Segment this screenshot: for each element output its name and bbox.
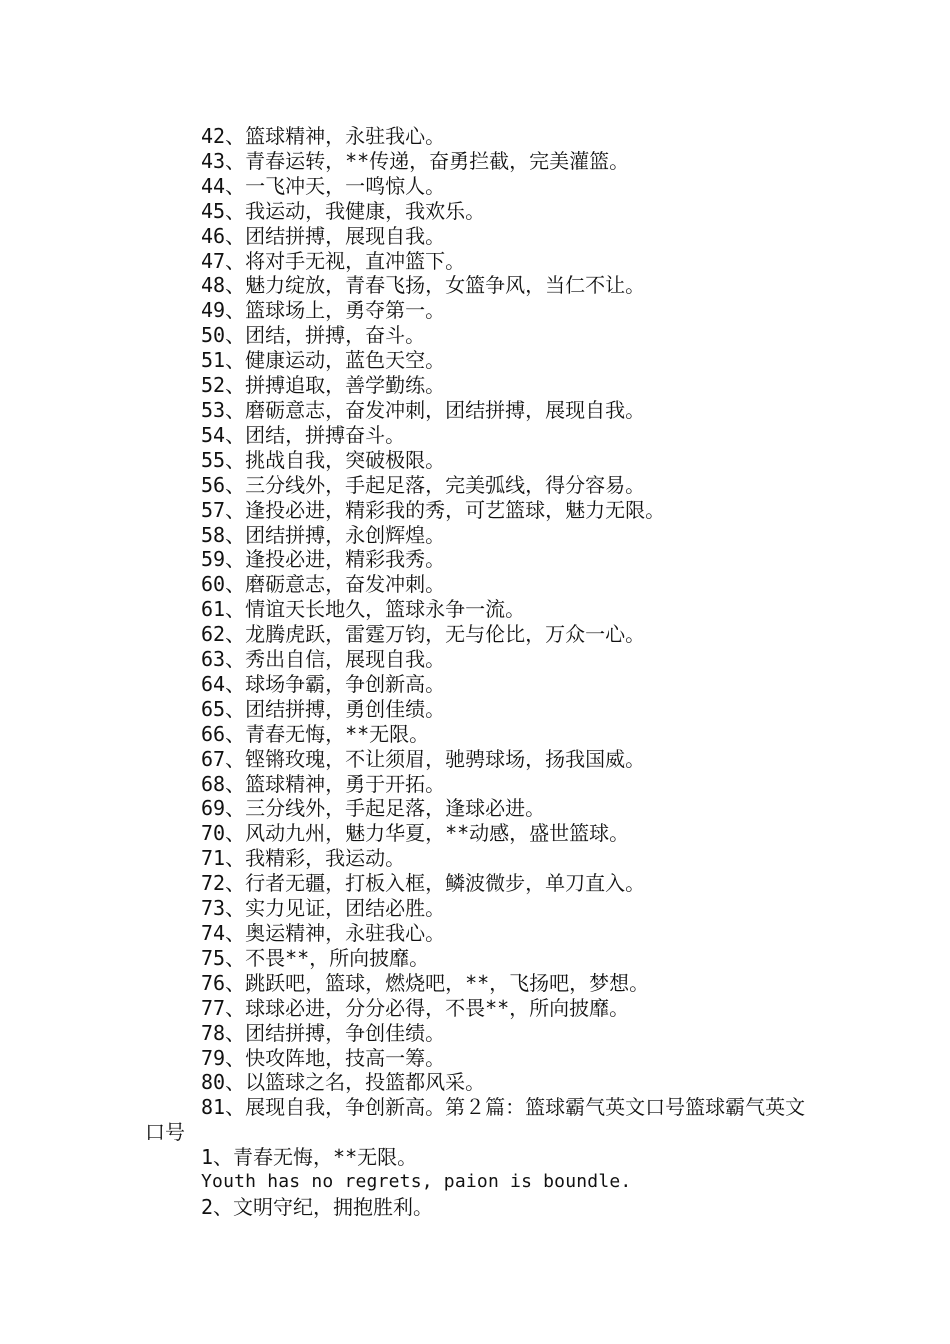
slogan-line: 69、三分线外，手起足落，逢球必进。 (201, 796, 546, 821)
slogan-line: 58、团结拼搏，永创辉煌。 (201, 522, 446, 547)
slogan-line: 43、青春运转，**传递，奋勇拦截，完美灌篮。 (201, 148, 630, 173)
slogan-line: 76、跳跃吧，篮球，燃烧吧，**，飞扬吧，梦想。 (201, 970, 650, 995)
slogan-line: 49、篮球场上，勇夺第一。 (201, 298, 446, 323)
english-item-1-en: Youth has no regrets, paion is boundle. (201, 1171, 632, 1193)
slogan-line: 62、龙腾虎跃，雷霆万钧，无与伦比，万众一心。 (201, 622, 646, 647)
slogan-line: 56、三分线外，手起足落，完美弧线，得分容易。 (201, 472, 646, 497)
slogan-line: 53、磨砺意志，奋发冲刺，团结拼搏，展现自我。 (201, 397, 646, 422)
slogan-line: 46、团结拼搏，展现自我。 (201, 223, 446, 248)
slogan-line: 71、我精彩，我运动。 (201, 846, 406, 871)
slogan-line: 78、团结拼搏，争创佳绩。 (201, 1020, 446, 1045)
slogan-line: 63、秀出自信，展现自我。 (201, 647, 446, 672)
slogan-line: 55、挑战自我，突破极限。 (201, 447, 446, 472)
english-item-1-cn: 1、青春无悔，**无限。 (201, 1145, 418, 1170)
slogan-line: 64、球场争霸，争创新高。 (201, 671, 446, 696)
slogan-line: 80、以篮球之名，投篮都风采。 (201, 1070, 486, 1095)
slogan-line: 75、不畏**，所向披靡。 (201, 945, 430, 970)
slogan-line: 44、一飞冲天，一鸣惊人。 (201, 173, 446, 198)
slogan-line: 50、团结，拼搏，奋斗。 (201, 323, 426, 348)
slogan-line: 72、行者无疆，打板入框，鳞波微步，单刀直入。 (201, 871, 646, 896)
slogan-line: 61、情谊天长地久，篮球永争一流。 (201, 597, 526, 622)
slogan-line: 60、磨砺意志，奋发冲刺。 (201, 572, 446, 597)
slogan-line: 73、实力见证，团结必胜。 (201, 896, 446, 921)
slogan-line: 70、风动九州，魅力华夏，**动感，盛世篮球。 (201, 821, 630, 846)
slogan-line: 51、健康运动，蓝色天空。 (201, 348, 446, 373)
slogan-line: 74、奥运精神，永驻我心。 (201, 921, 446, 945)
slogan-line: 66、青春无悔，**无限。 (201, 721, 430, 746)
slogan-line: 47、将对手无视，直冲篮下。 (201, 248, 466, 273)
slogan-line: 77、球球必进，分分必得，不畏**，所向披靡。 (201, 995, 630, 1020)
slogan-line: 45、我运动，我健康，我欢乐。 (201, 198, 486, 223)
slogan-line: 57、逢投必进，精彩我的秀，可艺篮球，魅力无限。 (201, 497, 666, 522)
slogan-line: 59、逢投必进，精彩我秀。 (201, 547, 446, 572)
paragraph-81: 81、展现自我，争创新高。第２篇：篮球霸气英文口号篮球霸气英文口号 (145, 1095, 806, 1145)
english-item-2-cn: 2、文明守纪，拥抱胜利。 (201, 1194, 434, 1219)
slogan-line: 79、快攻阵地，技高一筹。 (201, 1045, 446, 1070)
slogan-line: 67、铿锵玫瑰，不让须眉，驰骋球场，扬我国威。 (201, 746, 646, 771)
slogan-line: 42、篮球精神，永驻我心。 (201, 124, 446, 148)
slogan-line: 65、团结拼搏，勇创佳绩。 (201, 696, 446, 721)
document-body (145, 124, 815, 1220)
slogan-list (145, 124, 815, 1095)
slogan-line: 54、团结，拼搏奋斗。 (201, 422, 406, 447)
slogan-line: 68、篮球精神，勇于开拓。 (201, 771, 446, 796)
slogan-line: 48、魅力绽放，青春飞扬，女篮争风，当仁不让。 (201, 273, 646, 298)
slogan-line: 52、拼搏追取，善学勤练。 (201, 373, 446, 398)
